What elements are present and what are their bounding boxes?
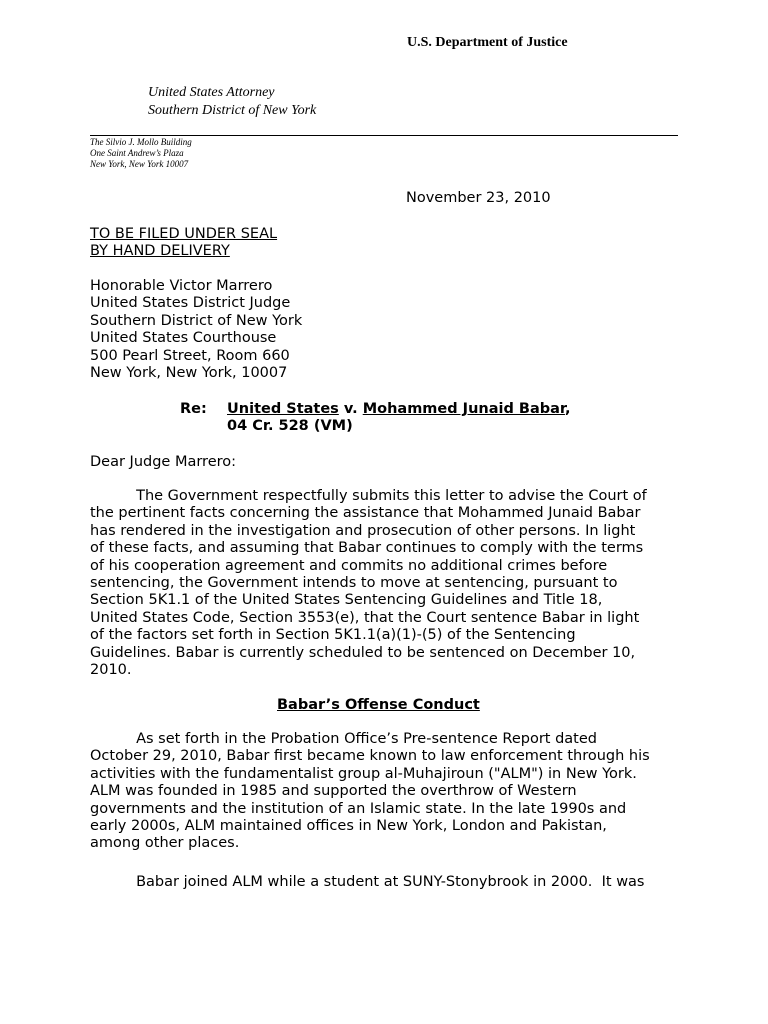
re-party-2: Mohammed Junaid Babar (362, 401, 565, 417)
re-case-number: 04 Cr. 528 (VM) (227, 418, 353, 435)
header-rule (90, 135, 678, 136)
re-comma: , (564, 401, 571, 417)
department-name: U.S. Department of Justice (407, 35, 568, 50)
letter-date: November 23, 2010 (406, 190, 551, 206)
paragraph-line: United States Code, Section 3553(e), that the Court sentence Babar in light (90, 609, 640, 626)
paragraph-line: sentencing, the Government intends to move at sentencing, pursuant to (90, 575, 618, 592)
paragraph-1 (90, 488, 680, 679)
address-line: The Silvio J. Mollo Building (90, 137, 192, 147)
office-address (90, 137, 192, 170)
addressee-line: United States Courthouse (90, 330, 277, 347)
filing-instructions (90, 226, 277, 261)
paragraph-line: activities with the fundamentalist group al-Muhajiroun ("ALM") in New York. (90, 765, 637, 782)
addressee-line: New York, New York, 10007 (90, 365, 288, 382)
re-caption (227, 401, 570, 436)
paragraph-3 (90, 874, 680, 891)
paragraph-line: As set forth in the Probation Office’s Pre-sentence Report dated (90, 731, 597, 747)
paragraph-line: October 29, 2010, Babar first became known to law enforcement through his (90, 748, 650, 765)
address-line: One Saint Andrew’s Plaza (90, 148, 184, 158)
re-versus: v. (338, 401, 363, 417)
paragraph-line: of the factors set forth in Section 5K1.1(a)(1)-(5) of the Sentencing (90, 627, 576, 644)
paragraph-line: early 2000s, ALM maintained offices in New York, London and Pakistan, (90, 818, 607, 835)
paragraph-line: of his cooperation agreement and commits no additional crimes before (90, 557, 608, 574)
filing-line-2: BY HAND DELIVERY (90, 243, 230, 260)
paragraph-line: Guidelines. Babar is currently scheduled to be sentenced on December 10, (90, 644, 636, 661)
paragraph-line: has rendered in the investigation and prosecution of other persons. In light (90, 522, 636, 539)
paragraph-line: Babar joined ALM while a student at SUNY-Stonybrook in 2000. It was (90, 874, 645, 890)
addressee-line: 500 Pearl Street, Room 660 (90, 347, 290, 364)
paragraph-line: 2010. (90, 662, 132, 679)
salutation: Dear Judge Marrero: (90, 454, 237, 470)
paragraph-line: ALM was founded in 1985 and supported the overthrow of Western (90, 783, 577, 800)
paragraph-2 (90, 731, 680, 853)
office-line-1: United States Attorney (148, 85, 275, 100)
paragraph-line: The Government respectfully submits this letter to advise the Court of (90, 488, 647, 504)
addressee-line: Honorable Victor Marrero (90, 278, 273, 294)
addressee-line: Southern District of New York (90, 312, 303, 329)
section-heading: Babar’s Offense Conduct (277, 697, 480, 713)
paragraph-line: governments and the institution of an Islamic state. In the late 1990s and (90, 800, 627, 817)
paragraph-line: the pertinent facts concerning the assistance that Mohammed Junaid Babar (90, 505, 641, 522)
paragraph-line: among other places. (90, 835, 240, 852)
paragraph-line: Section 5K1.1 of the United States Sentencing Guidelines and Title 18, (90, 592, 603, 609)
address-line: New York, New York 10007 (90, 159, 189, 169)
re-party-1: United States (227, 401, 339, 417)
addressee-line: United States District Judge (90, 295, 291, 312)
filing-line-1: TO BE FILED UNDER SEAL (90, 226, 278, 242)
re-label: Re: (180, 401, 207, 417)
office-line-2: Southern District of New York (148, 103, 317, 118)
paragraph-line: of these facts, and assuming that Babar continues to comply with the terms (90, 540, 644, 557)
addressee-block (90, 278, 302, 382)
